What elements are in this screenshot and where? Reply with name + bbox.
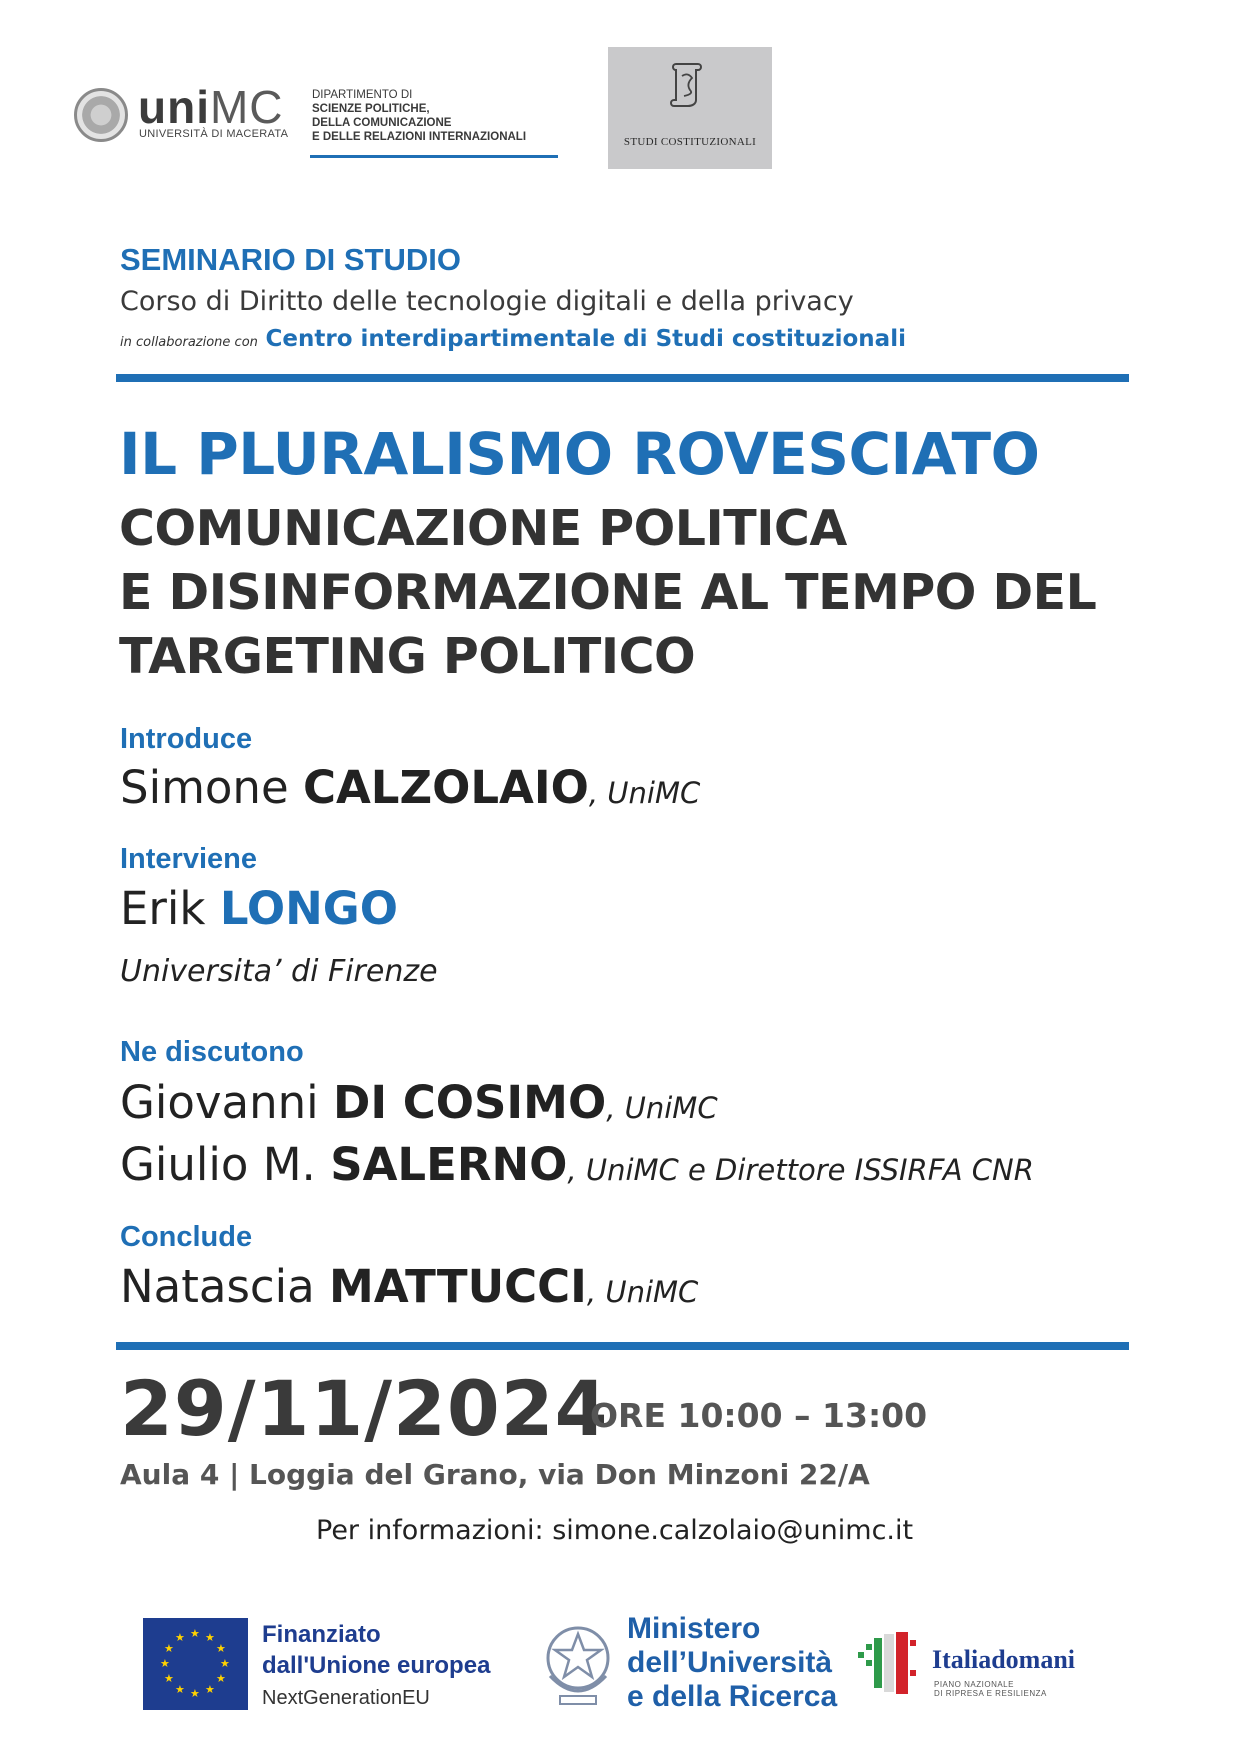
eu-funding-line-3: NextGenerationEU xyxy=(262,1687,430,1709)
speaker-last: LONGO xyxy=(219,882,398,935)
introducer-first: Simone xyxy=(120,761,289,814)
conclude-label: Conclude xyxy=(120,1221,253,1253)
subtitle-line-3: TARGETING POLITICO xyxy=(119,628,696,685)
event-location: Aula 4 | Loggia del Grano, via Don Minzoni 22/A xyxy=(120,1458,870,1491)
speaker xyxy=(120,882,398,935)
scroll-icon xyxy=(668,60,708,108)
unimc-seal-logo xyxy=(74,88,128,142)
discussant-1 xyxy=(120,1076,718,1129)
top-divider xyxy=(116,374,1129,382)
introduce-label: Introduce xyxy=(120,723,253,755)
interviene-label: Interviene xyxy=(120,843,257,875)
ministry-line-2: dell’Università xyxy=(627,1646,833,1679)
event-time: ORE 10:00 – 13:00 xyxy=(590,1396,928,1435)
concluder-first: Natascia xyxy=(120,1260,315,1313)
collab-prefix: in collaborazione con xyxy=(120,335,258,350)
speaker-first: Erik xyxy=(120,882,206,935)
star-icon: ★ xyxy=(216,1672,226,1685)
itd-sub-line-1: PIANO NAZIONALE xyxy=(934,1680,1014,1689)
course-name: Corso di Diritto delle tecnologie digitali e della privacy xyxy=(120,286,854,317)
department-name xyxy=(312,88,526,144)
discussant-2-aff: , UniMC e Direttore ISSIRFA CNR xyxy=(567,1153,1034,1187)
introducer xyxy=(120,761,700,814)
discussant-1-aff: , UniMC xyxy=(606,1091,718,1125)
event-date: 29/11/2024 xyxy=(120,1364,609,1453)
discussant-2-first: Giulio M. xyxy=(120,1138,316,1191)
dept-line-3: DELLA COMUNICAZIONE xyxy=(312,117,452,129)
eu-flag-logo xyxy=(143,1618,248,1710)
discussant-1-last: DI COSIMO xyxy=(332,1076,607,1129)
subtitle-line-1: COMUNICAZIONE POLITICA xyxy=(119,500,847,557)
star-icon: ★ xyxy=(175,1683,185,1696)
star-icon: ★ xyxy=(216,1642,226,1655)
italiadomani-wordmark: Italiadomani xyxy=(932,1645,1076,1674)
star-icon: ★ xyxy=(190,1687,200,1700)
seminar-heading: SEMINARIO DI STUDIO xyxy=(120,242,462,277)
collaboration-line xyxy=(120,324,906,352)
italiadomani-mark-icon xyxy=(856,1630,926,1696)
star-icon: ★ xyxy=(205,1683,215,1696)
unimc-subtitle: UNIVERSITÀ DI MACERATA xyxy=(139,128,289,140)
collab-center: Centro interdipartimentale di Studi costituzionali xyxy=(265,326,906,352)
discussant-2-last: SALERNO xyxy=(330,1138,568,1191)
dept-line-2: SCIENZE POLITICHE, xyxy=(312,103,430,115)
unimc-wordmark: uniMC xyxy=(138,81,284,133)
subtitle-line-2: E DISINFORMAZIONE AL TEMPO DEL xyxy=(119,564,1097,621)
event-title: IL PLURALISMO ROVESCIATO xyxy=(119,420,1040,488)
star-icon: ★ xyxy=(164,1642,174,1655)
concluder-last: MATTUCCI xyxy=(329,1260,587,1313)
italian-republic-emblem-icon xyxy=(540,1614,616,1714)
discutono-label: Ne discutono xyxy=(120,1036,304,1068)
info-contact[interactable]: Per informazioni: simone.calzolaio@unimc.it xyxy=(316,1515,914,1546)
discussant-1-first: Giovanni xyxy=(120,1076,319,1129)
ministry-line-1: Ministero xyxy=(627,1612,761,1645)
event-subtitle xyxy=(119,497,1096,689)
concluder-aff: , UniMC xyxy=(586,1275,699,1309)
dept-line-1: DIPARTIMENTO DI xyxy=(312,89,413,101)
ministry-name xyxy=(627,1612,837,1714)
concluder xyxy=(120,1260,698,1313)
star-icon: ★ xyxy=(220,1657,230,1670)
star-icon: ★ xyxy=(175,1631,185,1644)
bottom-divider xyxy=(116,1342,1129,1350)
studi-logo-text: STUDI COSTITUZIONALI xyxy=(623,136,757,148)
introducer-aff: , UniMC xyxy=(588,776,701,810)
ministry-line-3: e della Ricerca xyxy=(627,1680,838,1713)
star-icon: ★ xyxy=(164,1672,174,1685)
star-icon: ★ xyxy=(190,1627,200,1640)
eu-funding-line-1: Finanziato xyxy=(262,1621,381,1648)
eu-funding-line-2: dall'Unione europea xyxy=(262,1652,491,1679)
discussant-2 xyxy=(120,1138,1034,1191)
star-icon: ★ xyxy=(205,1631,215,1644)
introducer-last: CALZOLAIO xyxy=(302,761,589,814)
department-underline xyxy=(310,155,558,158)
italiadomani-subtitle xyxy=(934,1680,1047,1698)
speaker-affiliation: Universita’ di Firenze xyxy=(120,954,438,989)
star-icon: ★ xyxy=(160,1657,170,1670)
itd-sub-line-2: DI RIPRESA E RESILIENZA xyxy=(934,1689,1047,1698)
dept-line-4: E DELLE RELAZIONI INTERNAZIONALI xyxy=(312,131,527,143)
